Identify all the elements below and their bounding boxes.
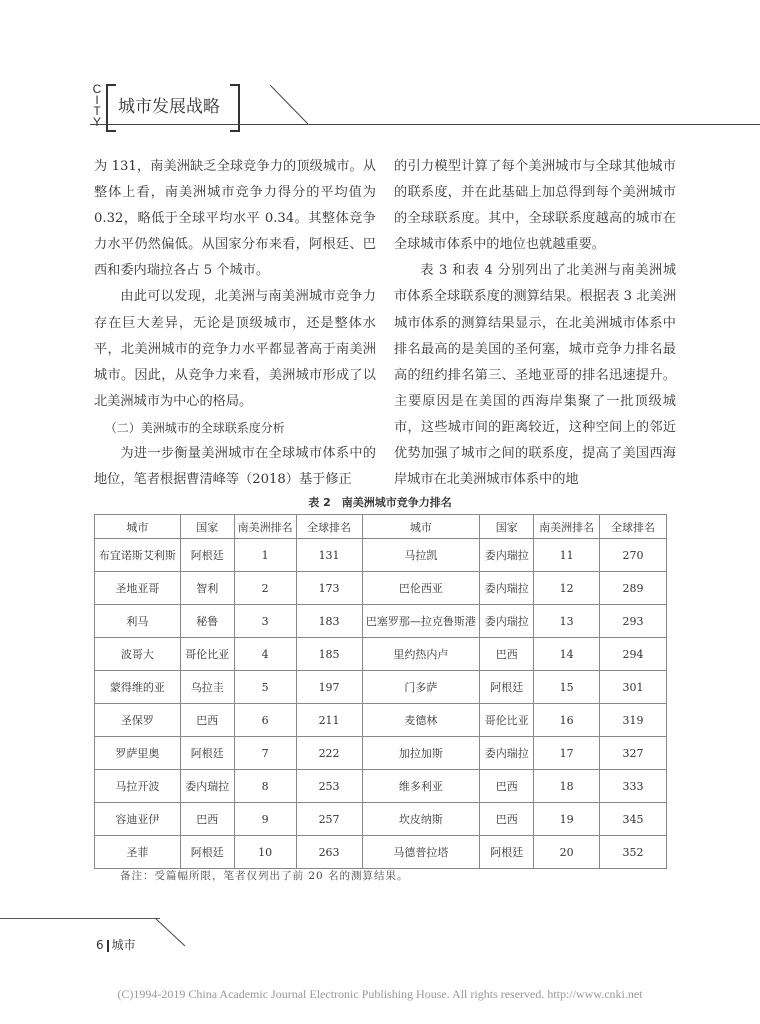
table-cell: 173 — [296, 572, 362, 605]
table-row — [95, 539, 667, 572]
table-cell: 圣菲 — [95, 836, 181, 869]
table-cell: 麦德林 — [362, 704, 480, 737]
table-row — [95, 836, 667, 869]
table-cell: 委内瑞拉 — [480, 605, 534, 638]
left-paragraph-3: 为进一步衡量美洲城市在全球城市体系中的地位，笔者根据曹清峰等（2018）基于修正 — [94, 446, 376, 488]
table-cell: 圣地亚哥 — [95, 572, 181, 605]
table-cell: 委内瑞拉 — [480, 572, 534, 605]
table-cell: 18 — [534, 770, 600, 803]
table-row — [95, 605, 667, 638]
table-cell: 4 — [234, 638, 296, 671]
table-cell: 委内瑞拉 — [180, 770, 234, 803]
table-cell: 阿根廷 — [180, 737, 234, 770]
table-cell: 185 — [296, 638, 362, 671]
subheading: （二）美洲城市的全球联系度分析 — [104, 420, 285, 435]
table-cell: 270 — [600, 539, 667, 572]
footer-separator — [107, 940, 109, 952]
table-cell: 7 — [234, 737, 296, 770]
journal-name: 城市 — [111, 938, 136, 952]
table-cell: 19 — [534, 803, 600, 836]
table-cell: 257 — [296, 803, 362, 836]
table-body — [95, 539, 667, 869]
header-diagonal-line — [270, 85, 330, 125]
table-row — [95, 770, 667, 803]
table-cell: 263 — [296, 836, 362, 869]
right-paragraph-1: 的引力模型计算了每个美洲城市与全球其他城市的联系度，并在此基础上加总得到每个美洲城市的全球联系度。其中，全球联系度越高的城市在全球城市体系中的地位也就越重要。 — [394, 159, 676, 253]
col-header: 全球排名 — [296, 515, 362, 539]
table-cell: 马德普拉塔 — [362, 836, 480, 869]
table-cell: 294 — [600, 638, 667, 671]
table-cell: 巴伦西亚 — [362, 572, 480, 605]
table-row — [95, 638, 667, 671]
table-cell: 蒙得维的亚 — [95, 671, 181, 704]
col-header: 国家 — [180, 515, 234, 539]
table-cell: 333 — [600, 770, 667, 803]
table-row — [95, 737, 667, 770]
table-cell: 17 — [534, 737, 600, 770]
table-cell: 222 — [296, 737, 362, 770]
page-number: 6 — [96, 938, 104, 952]
col-header: 全球排名 — [600, 515, 667, 539]
table-cell: 阿根廷 — [180, 539, 234, 572]
table-cell: 211 — [296, 704, 362, 737]
table-cell: 阿根廷 — [480, 836, 534, 869]
table-cell: 巴西 — [480, 803, 534, 836]
table-row — [95, 671, 667, 704]
table-cell: 加拉加斯 — [362, 737, 480, 770]
footer-page-label — [96, 936, 136, 953]
table-header-row — [95, 515, 667, 539]
table-cell: 巴西 — [180, 803, 234, 836]
table-cell: 利马 — [95, 605, 181, 638]
table-cell: 13 — [534, 605, 600, 638]
table-title: 表 2 南美洲城市竞争力排名 — [308, 496, 452, 509]
table-cell: 11 — [534, 539, 600, 572]
table-cell: 乌拉圭 — [180, 671, 234, 704]
table-cell: 12 — [534, 572, 600, 605]
table-cell: 183 — [296, 605, 362, 638]
table-row — [95, 704, 667, 737]
table-cell: 10 — [234, 836, 296, 869]
city-logo — [88, 84, 106, 128]
table-cell: 3 — [234, 605, 296, 638]
logo-letter-y: Y — [92, 115, 101, 129]
table-cell: 9 — [234, 803, 296, 836]
col-header: 国家 — [480, 515, 534, 539]
table-cell: 委内瑞拉 — [480, 737, 534, 770]
table-cell: 327 — [600, 737, 667, 770]
table-cell: 352 — [600, 836, 667, 869]
col-header: 南美洲排名 — [234, 515, 296, 539]
table-cell: 坎皮纳斯 — [362, 803, 480, 836]
table-cell: 波哥大 — [95, 638, 181, 671]
logo-letter-c: C — [92, 82, 102, 96]
table-note: 备注：受篇幅所限，笔者仅列出了前 20 名的测算结果。 — [120, 870, 409, 882]
table-cell: 14 — [534, 638, 600, 671]
table-cell: 289 — [600, 572, 667, 605]
copyright-line: (C)1994-2019 China Academic Journal Electronic Publishing House. All rights reserved. http://www.cnki.net — [117, 987, 643, 1001]
table-cell: 布宜诺斯艾利斯 — [95, 539, 181, 572]
table-cell: 阿根廷 — [180, 836, 234, 869]
table-cell: 20 — [534, 836, 600, 869]
col-header: 南美洲排名 — [534, 515, 600, 539]
ranking-table — [94, 514, 667, 869]
table-cell: 门多萨 — [362, 671, 480, 704]
table-cell: 253 — [296, 770, 362, 803]
right-paragraph-2: 表 3 和表 4 分别列出了北美洲与南美洲城市体系全球联系度的测算结果。根据表 3 北美洲城市体系的测算结果显示，在北美洲城市体系中排名最高的是美国的圣何塞，城市竞争力排名最高的纽约排名第三、圣地亚哥的排名迅速提升。主要原因是在美国的西海岸集聚了一批顶级城市，这些城市间的距离较近，这种空间上的邻近优势加强了城市之间的联系度，提高了美国西海岸城市在北美洲城市体系中的地 — [394, 263, 676, 488]
table-cell: 2 — [234, 572, 296, 605]
table-cell: 马拉开波 — [95, 770, 181, 803]
table-cell: 容迪亚伊 — [95, 803, 181, 836]
table-cell: 圣保罗 — [95, 704, 181, 737]
table-cell: 15 — [534, 671, 600, 704]
table-cell: 197 — [296, 671, 362, 704]
table-row — [95, 803, 667, 836]
table-cell: 巴西 — [180, 704, 234, 737]
table-cell: 5 — [234, 671, 296, 704]
table-cell: 301 — [600, 671, 667, 704]
table-cell: 秘鲁 — [180, 605, 234, 638]
col-header: 城市 — [95, 515, 181, 539]
table-cell: 131 — [296, 539, 362, 572]
table-cell: 319 — [600, 704, 667, 737]
table-cell: 16 — [534, 704, 600, 737]
footer-diagonal-line — [155, 918, 195, 948]
table-cell: 委内瑞拉 — [480, 539, 534, 572]
table-cell: 罗萨里奥 — [95, 737, 181, 770]
right-column — [394, 154, 676, 493]
table-cell: 293 — [600, 605, 667, 638]
table-cell: 巴西 — [480, 638, 534, 671]
table-cell: 1 — [234, 539, 296, 572]
table-cell: 巴西 — [480, 770, 534, 803]
left-paragraph-1: 为 131，南美洲缺乏全球竞争力的顶级城市。从整体上看，南美洲城市竞争力得分的平均值为 0.32，略低于全球平均水平 0.34。其整体竞争力水平仍然偏低。从国家分布来看，阿根廷、巴西和委内瑞拉各占 5 个城市。 — [94, 159, 376, 279]
left-column — [94, 154, 376, 493]
section-title: 城市发展战略 — [118, 97, 220, 117]
table-cell: 阿根廷 — [480, 671, 534, 704]
table-cell: 6 — [234, 704, 296, 737]
table-cell: 哥伦比亚 — [180, 638, 234, 671]
logo-letter-i: I — [95, 93, 99, 107]
table-cell: 智利 — [180, 572, 234, 605]
table-cell: 哥伦比亚 — [480, 704, 534, 737]
table-cell: 马拉凯 — [362, 539, 480, 572]
table-cell: 8 — [234, 770, 296, 803]
table-cell: 维多利亚 — [362, 770, 480, 803]
table-cell: 巴塞罗那—拉克鲁斯港 — [362, 605, 480, 638]
header-rule — [90, 124, 760, 125]
col-header: 城市 — [362, 515, 480, 539]
table-row — [95, 572, 667, 605]
logo-letter-t: T — [93, 104, 101, 118]
left-paragraph-2: 由此可以发现，北美洲与南美洲城市竞争力存在巨大差异，无论是顶级城市，还是整体水平，北美洲城市的竞争力水平都显著高于南美洲城市。因此，从竞争力来看，美洲城市形成了以北美洲城市为中心的格局。 — [94, 289, 376, 409]
table-cell: 345 — [600, 803, 667, 836]
footer-rule — [0, 918, 160, 919]
table-cell: 里约热内卢 — [362, 638, 480, 671]
